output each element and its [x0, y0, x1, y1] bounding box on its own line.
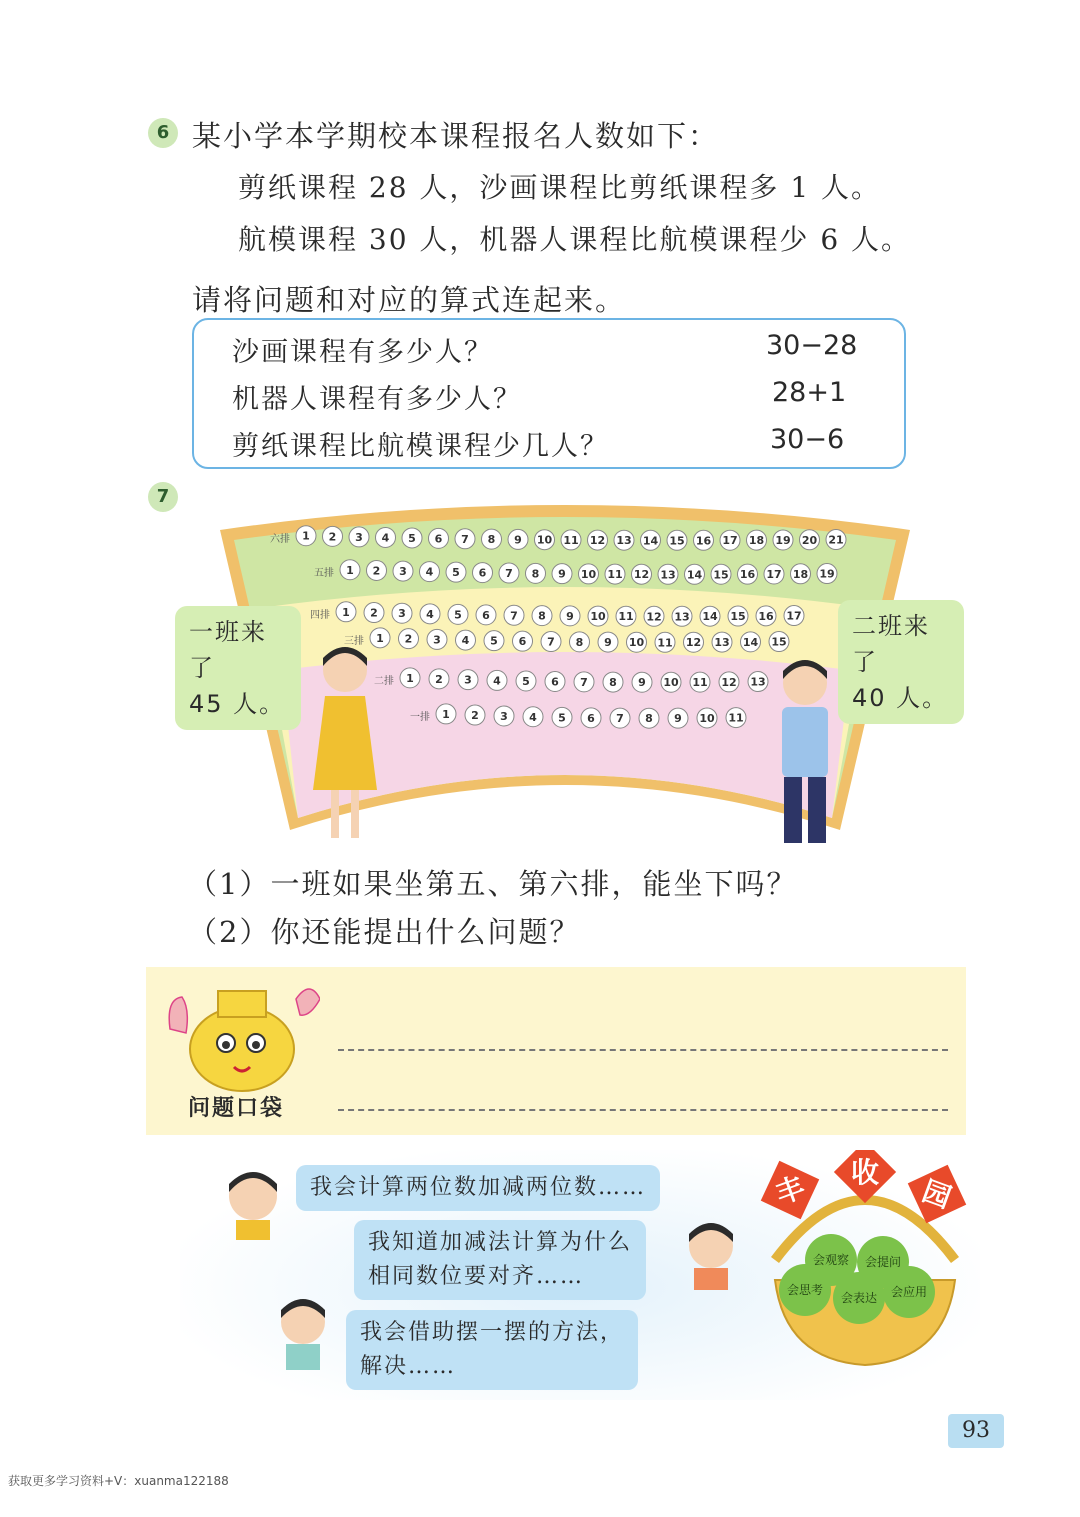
row-label: 六排: [270, 534, 290, 545]
q6-title: 某小学本学期校本课程报名人数如下：: [192, 119, 720, 153]
sign-char-2: 收: [850, 1156, 880, 1189]
seat-number: 14: [702, 610, 718, 624]
sign-char-1: 丰: [771, 1170, 809, 1211]
row-label: 四排: [310, 610, 330, 621]
seat-number: 8: [487, 533, 496, 547]
seat-number: 10: [699, 711, 715, 725]
seat-number: 9: [566, 609, 574, 623]
seat-number: 11: [692, 676, 708, 690]
row-label: 五排: [314, 568, 334, 579]
seat-number: 8: [575, 635, 584, 649]
seat-number: 21: [828, 533, 844, 547]
seat-number: 15: [771, 635, 787, 649]
speech-bubble-3: [346, 1310, 638, 1390]
harvest-basket-illustration: [755, 1150, 975, 1375]
seat-number: 11: [563, 533, 579, 547]
seat-number: 4: [426, 607, 434, 621]
seat-number: 13: [750, 675, 766, 689]
q6-instruction: 请将问题和对应的算式连起来。: [192, 283, 627, 317]
seat-number: 8: [609, 676, 617, 690]
seat-number: 4: [425, 565, 434, 579]
girl-leg-left: [331, 790, 339, 838]
apple-label-3: 会思考: [786, 1283, 824, 1297]
seat-number: 6: [482, 608, 490, 622]
seat-number: 6: [434, 532, 443, 546]
seat-number: 2: [404, 632, 413, 646]
seat-number: 12: [589, 534, 606, 548]
seat-number: 2: [328, 530, 337, 544]
bubble-class2-line1: 二班来了: [852, 612, 930, 676]
seat-number: 14: [686, 568, 703, 582]
seat-number: 3: [433, 633, 441, 647]
bubble-2-line1: 我知道加减法计算为什么: [368, 1230, 633, 1255]
speech-bubble-class1: [175, 606, 301, 730]
match-expression-2[interactable]: 28+1: [772, 377, 847, 408]
seat-number: 6: [551, 675, 559, 689]
seat-number: 16: [739, 568, 756, 582]
seat-number: 2: [372, 564, 381, 578]
seat-number: 7: [461, 532, 469, 546]
seat-number: 6: [478, 566, 487, 580]
seat-number: 2: [471, 709, 479, 723]
seat-number: 13: [714, 636, 730, 650]
seat-number: 5: [522, 674, 530, 688]
seat-number: 5: [454, 608, 462, 622]
seat-number: 10: [590, 610, 606, 624]
apple-label-2: 会提问: [864, 1255, 902, 1269]
speech-bubble-2: [354, 1220, 646, 1300]
seat-number: 4: [381, 531, 390, 545]
match-question-1[interactable]: 沙画课程有多少人？: [232, 337, 493, 368]
q6-line2: 航模课程 30 人，机器人课程比航模课程少 6 人。: [238, 223, 912, 256]
seat-number: 6: [587, 711, 595, 725]
speech-bubble-class2: [838, 600, 964, 724]
boy-shirt: [782, 707, 828, 777]
seat-number: 2: [370, 606, 378, 620]
row-label: 三排: [344, 636, 364, 647]
seat-number: 1: [346, 563, 354, 577]
page-number: 93: [948, 1414, 1004, 1448]
seat-number: 16: [758, 609, 774, 623]
sign-tile-2: [834, 1150, 896, 1203]
seat-number: 9: [558, 567, 566, 581]
seat-number: 3: [398, 607, 406, 621]
girl-figure: [305, 640, 385, 850]
seat-number: 10: [580, 567, 597, 581]
seat-number: 1: [406, 671, 414, 685]
seat-number: 1: [342, 605, 350, 619]
seat-number: 15: [713, 568, 729, 582]
girl-leg-right: [351, 790, 359, 838]
boy-avatar-left: [268, 1292, 338, 1372]
match-expression-3[interactable]: 30−6: [770, 424, 845, 455]
seat-number: 4: [529, 710, 537, 724]
seat-number: 6: [518, 635, 527, 649]
girl-dress: [313, 696, 377, 790]
match-question-2[interactable]: 机器人课程有多少人？: [232, 384, 522, 415]
seat-number: 16: [695, 534, 712, 548]
sign-char-3: 园: [918, 1174, 956, 1215]
seat-number: 15: [730, 610, 746, 624]
seat-number: 17: [786, 609, 802, 623]
bubble-1-text: 我会计算两位数加减两位数……: [310, 1175, 647, 1200]
seat-number: 5: [558, 711, 566, 725]
seat-number: 11: [607, 568, 623, 582]
seat-number: 7: [510, 609, 518, 623]
seat-number: 3: [464, 673, 472, 687]
boy-avatar-right: [676, 1216, 746, 1290]
apple-label-5: 会应用: [890, 1285, 928, 1299]
bubble-class1-line2: 45 人。: [189, 690, 286, 718]
seat-number: 8: [645, 712, 653, 726]
q6-line1: 剪纸课程 28 人，沙画课程比剪纸课程多 1 人。: [238, 171, 882, 204]
seat-number: 10: [663, 676, 679, 690]
apple-label-1: 会观察: [812, 1253, 850, 1267]
bubble-3-line2: 解决……: [360, 1354, 457, 1379]
seat-number: 12: [646, 610, 662, 624]
seat-number: 13: [674, 610, 690, 624]
q7-subquestion-2: （2）你还能提出什么问题？: [188, 915, 581, 949]
girl-avatar: [218, 1162, 288, 1242]
seat-number: 4: [461, 634, 470, 648]
pocket-mascot-icon: [160, 969, 320, 1099]
seat-number: 1: [376, 631, 384, 645]
seat-number: 4: [493, 674, 501, 688]
seat-number: 1: [302, 529, 310, 543]
bubble-3-line1: 我会借助摆一摆的方法，: [360, 1320, 625, 1345]
apple-label-4: 会表达: [840, 1291, 878, 1305]
match-question-3[interactable]: 剪纸课程比航模课程少几人？: [232, 431, 609, 462]
seat-number: 10: [628, 636, 645, 650]
pocket-label: 问题口袋: [188, 1096, 285, 1121]
seat-number: 11: [728, 711, 744, 725]
speech-bubble-1: [296, 1165, 660, 1211]
seat-number: 18: [748, 534, 765, 548]
seat-number: 8: [531, 567, 540, 581]
question-number-6: 6: [148, 118, 178, 148]
bubble-2-line2: 相同数位要对齐……: [368, 1264, 585, 1289]
seat-number: 5: [408, 531, 416, 545]
seat-number: 10: [536, 533, 553, 547]
seat-number: 17: [722, 534, 738, 548]
seat-number: 11: [618, 610, 634, 624]
seat-number: 12: [721, 675, 737, 689]
seat-number: 9: [514, 533, 522, 547]
seat-number: 3: [355, 530, 363, 544]
footer-watermark-text: 获取更多学习资料+V：xuanma122188: [8, 1474, 229, 1488]
seat-number: 12: [685, 636, 702, 650]
q7-subquestion-1: （1）一班如果坐第五、第六排，能坐下吗？: [188, 867, 798, 901]
answer-line-1[interactable]: [338, 1049, 948, 1051]
seat-number: 2: [435, 672, 443, 686]
seat-number: 5: [452, 566, 460, 580]
row-label: 二排: [374, 676, 394, 687]
seat-number: 18: [792, 567, 809, 581]
bubble-class1-line1: 一班来了: [189, 618, 267, 682]
answer-line-2[interactable]: [338, 1109, 948, 1111]
seat-number: 8: [538, 609, 546, 623]
seat-number: 19: [819, 567, 835, 581]
boy-leg-right: [808, 777, 826, 843]
seat-number: 5: [490, 634, 498, 648]
question-pocket: [146, 967, 966, 1135]
seat-number: 1: [442, 707, 450, 721]
seat-number: 7: [547, 635, 555, 649]
seat-number: 7: [580, 675, 588, 689]
boy-figure: [760, 655, 850, 855]
seat-number: 3: [399, 565, 407, 579]
match-expression-1[interactable]: 30−28: [766, 330, 858, 361]
seat-number: 9: [674, 712, 682, 726]
seat-number: 9: [638, 676, 646, 690]
seat-number: 19: [775, 533, 791, 547]
sign-tile-3: [897, 1154, 975, 1234]
seat-number: 14: [742, 635, 759, 649]
question-number-7: 7: [148, 482, 178, 512]
seat-number: 9: [604, 636, 612, 650]
seat-number: 14: [642, 534, 659, 548]
seat-number: 20: [801, 533, 818, 547]
row-label: 一排: [410, 712, 430, 723]
seat-number: 13: [616, 534, 632, 548]
seat-number: 7: [616, 712, 624, 726]
boy-leg-left: [784, 777, 802, 843]
seat-number: 17: [766, 568, 782, 582]
seat-number: 7: [505, 567, 513, 581]
seat-number: 3: [500, 709, 508, 723]
seat-number: 15: [669, 534, 685, 548]
seat-number: 11: [657, 636, 673, 650]
seat-number: 13: [660, 568, 676, 582]
seat-number: 12: [633, 568, 650, 582]
matching-box: [192, 318, 906, 469]
bubble-class2-line2: 40 人。: [852, 684, 949, 712]
